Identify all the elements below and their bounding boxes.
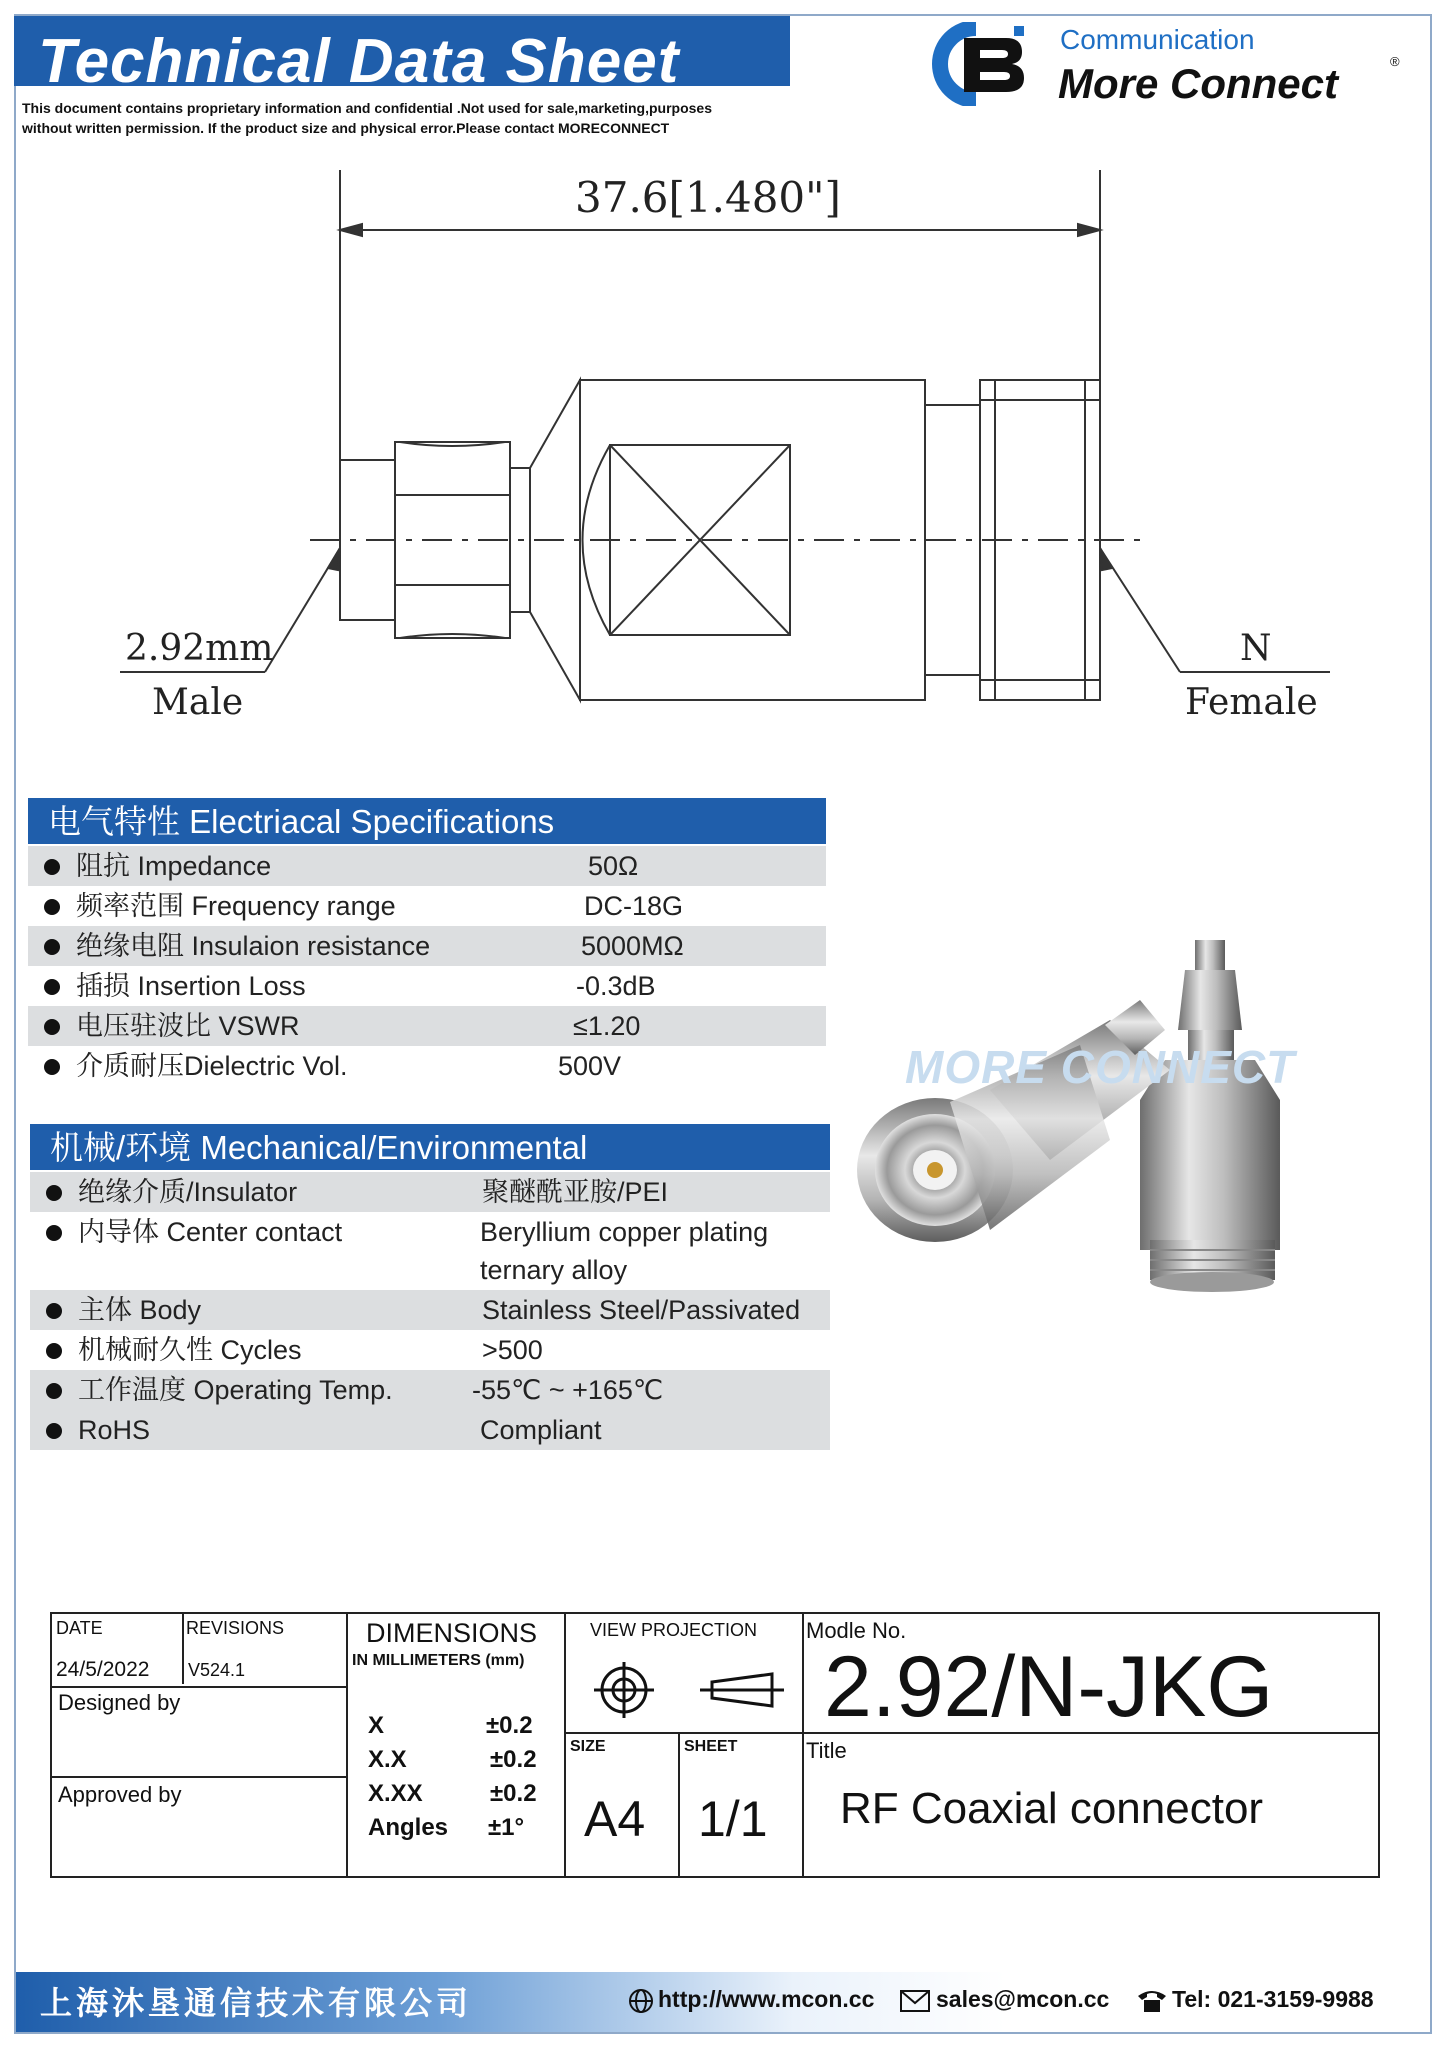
disclaimer-line-2: without written permission. If the product size and physical error.Please contact MORECONNECT bbox=[22, 120, 670, 136]
right-interface-label: N bbox=[1240, 628, 1272, 669]
bullet-icon bbox=[44, 1059, 60, 1075]
title-label: Title bbox=[806, 1738, 847, 1763]
bullet-icon bbox=[46, 1185, 62, 1201]
tolerance-x-value: ±0.2 bbox=[486, 1712, 533, 1739]
bullet-icon bbox=[44, 939, 60, 955]
bullet-icon bbox=[46, 1383, 62, 1399]
bullet-icon bbox=[46, 1225, 62, 1241]
size-label: SIZE bbox=[570, 1738, 606, 1755]
tolerance-x: X bbox=[368, 1712, 385, 1739]
globe-icon bbox=[628, 1988, 654, 2014]
mechanical-table bbox=[30, 1172, 830, 1450]
title-block bbox=[50, 1612, 1380, 1878]
date-label: DATE bbox=[56, 1618, 103, 1638]
tolerance-xx-value: ±0.2 bbox=[490, 1746, 537, 1773]
model-label: Modle No. bbox=[806, 1618, 907, 1643]
tolerance-xxx-value: ±0.2 bbox=[490, 1780, 537, 1807]
mechanical-row: 内导体 Center contact Beryllium copper plating ternary alloy bbox=[30, 1212, 830, 1290]
electrical-row: 电压驻波比 VSWR ≤1.20 bbox=[28, 1006, 826, 1046]
approved-by-label: Approved by bbox=[58, 1782, 182, 1807]
telephone: Tel: 021-3159-9988 bbox=[1172, 1986, 1374, 2012]
electrical-table bbox=[28, 846, 826, 1086]
electrical-row: 插损 Insertion Loss -0.3dB bbox=[28, 966, 826, 1006]
brand-logo-icon bbox=[918, 22, 1036, 106]
mechanical-row: 绝缘介质/Insulator 聚醚酰亚胺/PEI bbox=[30, 1172, 830, 1212]
email-link[interactable]: sales@mcon.cc bbox=[936, 1986, 1110, 2012]
bullet-icon bbox=[46, 1343, 62, 1359]
bullet-icon bbox=[44, 1019, 60, 1035]
registered-mark: ® bbox=[1390, 54, 1400, 69]
electrical-row: 阻抗 Impedance 50Ω bbox=[28, 846, 826, 886]
mechanical-row: RoHS Compliant bbox=[30, 1410, 830, 1450]
view-projection-label: VIEW PROJECTION bbox=[590, 1620, 758, 1640]
mechanical-heading: 机械/环境 Mechanical/Environmental bbox=[30, 1124, 830, 1170]
brand-name: More Connect bbox=[1058, 60, 1339, 107]
brand-tagline: Communication bbox=[1060, 24, 1255, 55]
electrical-row: 频率范围 Frequency range DC-18G bbox=[28, 886, 826, 926]
bullet-icon bbox=[46, 1303, 62, 1319]
mechanical-row: 工作温度 Operating Temp. -55℃ ~ +165℃ bbox=[30, 1370, 830, 1410]
disclaimer-line-1: This document contains proprietary information and confidential .Not used for sale,marketing,purposes bbox=[22, 100, 712, 116]
left-gender-label: Male bbox=[152, 682, 244, 723]
watermark: MORE CONNECT bbox=[905, 1041, 1296, 1093]
tolerance-angles: Angles bbox=[368, 1814, 449, 1841]
mechanical-row: 主体 Body Stainless Steel/Passivated bbox=[30, 1290, 830, 1330]
revisions-value: V524.1 bbox=[188, 1660, 246, 1680]
size-value: A4 bbox=[584, 1791, 646, 1847]
disclaimer bbox=[22, 98, 822, 138]
revisions-label: REVISIONS bbox=[186, 1618, 285, 1638]
sheet-label: SHEET bbox=[684, 1738, 738, 1755]
projection-symbol-icon bbox=[588, 1660, 788, 1720]
mechanical-row: 机械耐久性 Cycles >500 bbox=[30, 1330, 830, 1370]
model-number: 2.92/N-JKG bbox=[824, 1639, 1274, 1735]
tolerance-xxx: X.XX bbox=[368, 1780, 423, 1807]
left-interface-label: 2.92mm bbox=[125, 628, 274, 669]
dimensions-label: DIMENSIONS bbox=[366, 1618, 538, 1648]
dimensions-unit: IN MILLIMETERS (mm) bbox=[352, 1652, 525, 1669]
sheet-value: 1/1 bbox=[698, 1791, 768, 1847]
bullet-icon bbox=[46, 1423, 62, 1439]
tolerance-xx: X.X bbox=[368, 1746, 407, 1773]
electrical-heading: 电气特性 Electriacal Specifications bbox=[28, 798, 826, 844]
mail-icon bbox=[900, 1990, 930, 2012]
bullet-icon bbox=[44, 859, 60, 875]
title-banner bbox=[14, 16, 790, 96]
title-value: RF Coaxial connector bbox=[840, 1784, 1264, 1833]
tolerance-angles-value: ±1° bbox=[488, 1814, 525, 1841]
website-link[interactable]: http://www.mcon.cc bbox=[658, 1986, 875, 2012]
electrical-row: 介质耐压Dielectric Vol. 500V bbox=[28, 1046, 826, 1086]
page-title: Technical Data Sheet bbox=[38, 27, 680, 96]
designed-by-label: Designed by bbox=[58, 1690, 181, 1715]
company-name: 上海沐垦通信技术有限公司 bbox=[40, 1984, 473, 2022]
overall-length-label: 37.6[1.480"] bbox=[575, 173, 841, 222]
connector-drawing bbox=[100, 150, 1350, 730]
electrical-row: 绝缘电阻 Insulaion resistance 5000MΩ bbox=[28, 926, 826, 966]
bullet-icon bbox=[44, 979, 60, 995]
date-value: 24/5/2022 bbox=[56, 1658, 150, 1681]
bullet-icon bbox=[44, 899, 60, 915]
phone-icon bbox=[1136, 1988, 1168, 2014]
right-gender-label: Female bbox=[1185, 682, 1318, 723]
